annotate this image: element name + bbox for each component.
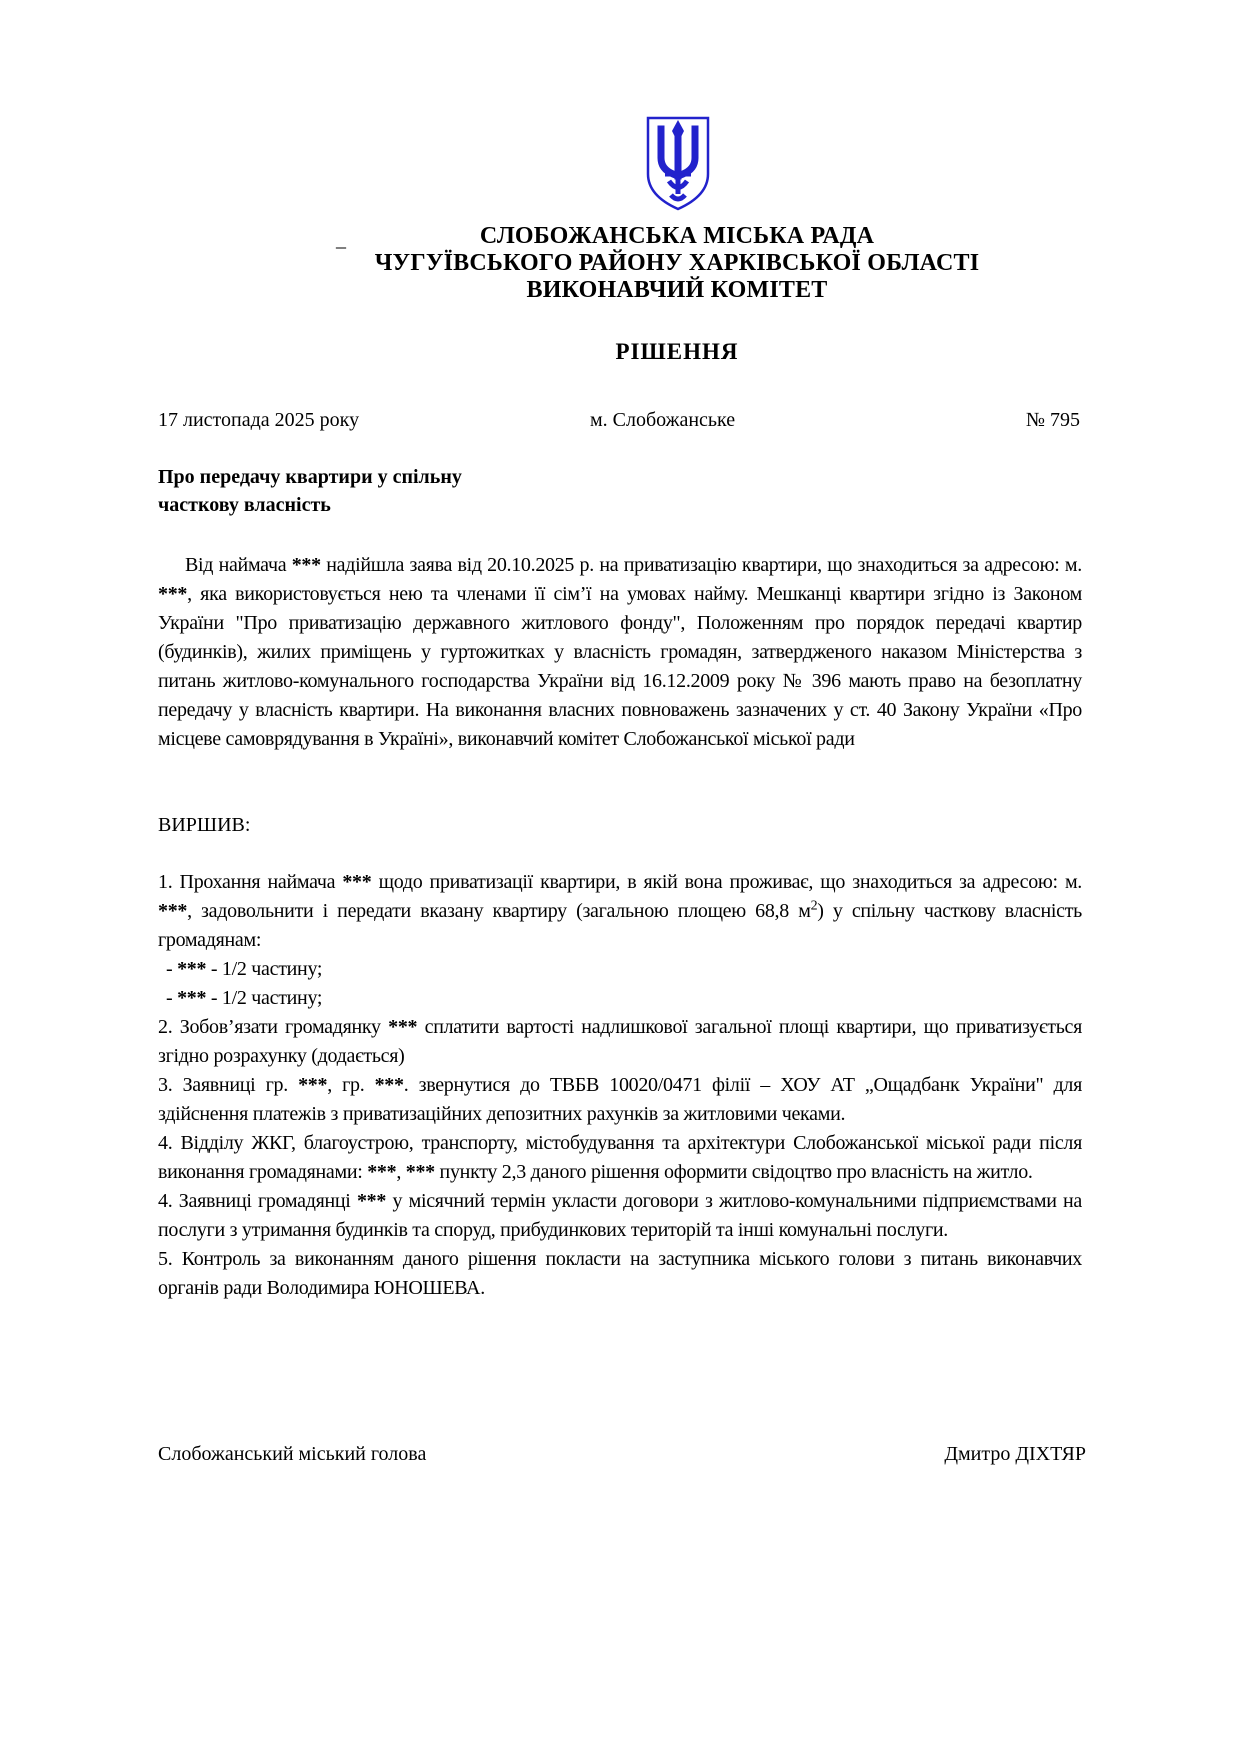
org-name-line2: ЧУГУЇВСЬКОГО РАЙОНУ ХАРКІВСЬКОЇ ОБЛАСТІ — [374, 250, 980, 276]
org-name-line1: СЛОБОЖАНСЬКА МІСЬКА РАДА — [479, 223, 875, 249]
resolution-items — [158, 868, 1082, 1303]
org-header — [158, 223, 1196, 304]
resolution-item: 5. Контроль за виконанням даного рішення покласти на заступника міського голови з питань виконавчих органів ради Володимира ЮНОШЕВА. — [158, 1248, 1082, 1299]
resolution-item: 3. Заявниці гр. ***, гр. ***. звернутися до ТВБВ 10020/0471 філії – ХОУ АТ „Ощадбанк України" для здійснення платежів з приватизаційних депозитних рахунків за житловими чеками. — [158, 1074, 1083, 1125]
subject-block — [158, 463, 462, 519]
resolution-item: 1. Прохання наймача *** щодо приватизації квартири, в якій вона проживає, що знаходиться за адресою: м. ***, задовольнити і передати вказану квартиру (загальною площею 68,8 $м^2$) у спільну часткову власність громадянам: — [158, 871, 1083, 951]
resolution-item: 4. Відділу ЖКГ, благоустрою, транспорту, містобудування та архітектури Слобожанської міської ради після виконання громадянами: ***, *** пункту 2,3 даного рішення оформити свідоцтво про власність на житло. — [158, 1132, 1082, 1183]
signature-row — [158, 1440, 1086, 1469]
resolution-item: 2. Зобов’язати громадянку *** сплатити вартості надлишкової загальної площі квартири, що приватизується згідно розрахунку (додається) — [158, 1016, 1083, 1067]
org-name-line3: ВИКОНАВЧИЙ КОМІТЕТ — [526, 277, 828, 303]
signer-title: Слобожанський міський голова — [158, 1443, 427, 1465]
resolution-item: - *** - 1/2 частину; — [166, 958, 323, 980]
trident-icon — [645, 116, 711, 212]
meta-row — [158, 406, 1082, 435]
document-date: 17 листопада 2025 року — [158, 409, 360, 431]
document-number: № 795 — [1025, 409, 1080, 431]
preamble-paragraph: Від наймача *** надійшла заява від 20.10.2025 р. на приватизацію квартири, що знаходиться за адресою: м. ***, яка використовується нею та членами її сім’ї на умовах найму. Мешканці квартири згідно із Законом України "Про приватизацію державного житлового фонду", Положенням про порядок передачі квартир (будинків), жилих приміщень у гуртожитках у власність громадян, затвердженого наказом Міністерства з питань житлово-комунального господарства України від 16.12.2009 року № 396 мають право на безоплатну передачу у власність квартири. На виконання власних повноважень зазначених у ст. 40 Закону України «Про місцеве самоврядування в Україні», виконавчий комітет Слобожанської міської ради — [158, 554, 1082, 750]
resolution-item: - *** - 1/2 частину; — [166, 987, 323, 1009]
document-place: м. Слобожанське — [590, 409, 736, 431]
ukraine-trident-emblem — [645, 116, 711, 212]
signer-name: Дмитро ДІХТЯР — [944, 1443, 1086, 1465]
resolution-item: 4. Заявниці громадянці *** у місячний термін укласти договори з житлово-комунальними підприємствами на послуги з утримання будинків та споруд, прибудинкових територій та інші комунальні послуги. — [158, 1190, 1082, 1241]
subject-line2: часткову власність — [158, 494, 331, 516]
document-type-title: РІШЕННЯ — [615, 339, 739, 364]
stray-underscore-mark: _ — [336, 229, 346, 251]
resolved-heading: ВИРШИВ: — [158, 814, 251, 836]
subject-line1: Про передачу квартири у спільну — [158, 466, 462, 488]
